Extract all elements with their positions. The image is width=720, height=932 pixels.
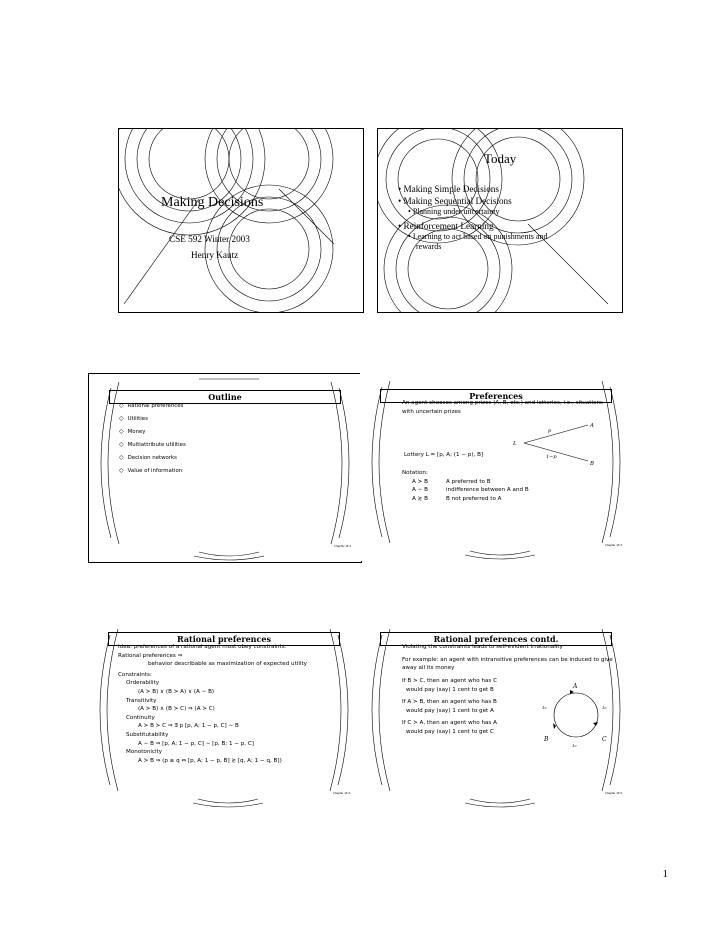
lottery-label-A: A [590, 423, 594, 429]
diamond-icon: ◇ [119, 467, 124, 474]
bullet-list [398, 183, 613, 252]
diamond-icon: ◇ [119, 402, 124, 409]
body-line: away all its money [402, 665, 455, 672]
cycle-cost-right: 1c [602, 705, 607, 710]
constraint-name: Orderability [126, 680, 160, 687]
slide-footer: Chapter 16 3 [605, 544, 622, 547]
constraint-name: Substitutability [126, 731, 169, 738]
diamond-icon: ◇ [119, 415, 124, 422]
list-item: • Planning under uncertainty [408, 207, 500, 216]
slide-1-title [118, 128, 364, 313]
slide-body [118, 643, 358, 765]
lottery-label-L: L [513, 441, 517, 447]
list-item: ◇ Value of information [119, 467, 183, 474]
intransitive-cycle-diagram [536, 679, 616, 749]
body-line: behavior describable as maximization of expected utility [148, 661, 307, 668]
slide-title: Making Decisions [161, 195, 264, 210]
page-number: 1 [662, 868, 668, 880]
list-item: • Making Sequential Decisions [398, 196, 512, 206]
constraint-name: Continuity [126, 714, 155, 721]
lottery-definition: Lottery L = [p, A; (1 − p), B] [404, 452, 484, 458]
body-line: Idea: preferences of a rational agent must obey constraints. [118, 644, 287, 650]
slide-footer: Chapter 16 5 [605, 792, 622, 795]
notation-label: Notation: [402, 470, 428, 476]
cycle-node-C: C [602, 736, 607, 743]
cycle-cost-bottom: 1c [572, 743, 577, 748]
list-item: rewards [416, 242, 442, 251]
list-item: ◇ Utilities [119, 415, 148, 422]
course-name: CSE 592 Winter 2003 [169, 234, 250, 244]
list-item: • Learning to act based on punishments and [408, 232, 548, 241]
list-item: ◇ Multiattribute utilities [119, 441, 186, 448]
list-item: ◇ Rational preferences [119, 402, 184, 409]
case-line: If B ≻ C, then an agent who has C [402, 678, 498, 684]
intro-line-2: with uncertain prizes [402, 408, 461, 415]
case-line: would pay (say) 1 cent to get A [406, 707, 494, 714]
constraint-name: Monotonicity [126, 749, 163, 756]
lottery-label-B: B [590, 461, 595, 467]
constraint-formula: (A ≻ B) ∧ (B ≻ C) ⇒ (A ≻ C) [138, 706, 215, 713]
case-line: would pay (say) 1 cent to get C [406, 728, 494, 735]
intro-line-1: An agent chooses among prizes (A, B, etc.) and lotteries, i.e., situations [402, 400, 603, 406]
case-line: would pay (say) 1 cent to get B [406, 686, 494, 693]
slide-title: Today [484, 151, 517, 166]
lottery-label-one-minus-p: 1−p [546, 454, 557, 460]
author-name: Henry Kautz [191, 250, 239, 260]
decorative-circles [119, 129, 363, 312]
constraint-formula: A ≻ B ≻ C ⇒ ∃ p [p, A; 1 − p, C] ∼ B [138, 723, 239, 730]
list-item: • Reinforcement Learning [398, 221, 494, 231]
lottery-label-p: p [548, 428, 552, 434]
slide-title: Rational preferences [108, 632, 340, 646]
slide-3-outline [88, 373, 362, 563]
slide-5-rational-preferences [88, 621, 360, 809]
slide-title: Outline [109, 390, 341, 404]
constraint-formula: (A ≻ B) ∨ (B ≻ A) ∨ (A ∼ B) [138, 688, 215, 695]
diamond-icon: ◇ [119, 428, 124, 435]
body-line: Rational preferences ⇒ [118, 652, 183, 659]
list-item: • Making Simple Decisions [398, 184, 499, 194]
body-line: For example: an agent with intransitive preferences can be induced to give [402, 656, 613, 663]
list-item: ◇ Money [119, 428, 146, 435]
diamond-icon: ◇ [119, 454, 124, 461]
cycle-cost-left: 1c [542, 705, 547, 710]
lottery-diagram [510, 419, 620, 469]
constraint-formula: A ≻ B ⇒ (p ≥ q ⇔ [p, A; 1 − p, B] ≿ [q, A; 1 − q, B]) [138, 757, 282, 764]
slide-title: Rational preferences contd. [380, 632, 612, 646]
notation-block [402, 469, 529, 503]
slide-2-today [377, 128, 623, 313]
list-item: ◇ Decision networks [119, 454, 177, 461]
cases-block [402, 677, 552, 737]
constraint-name: Transitivity [126, 697, 157, 704]
cycle-node-A: A [573, 683, 578, 690]
case-line: If A ≻ B, then an agent who has B [402, 699, 497, 706]
slide-footer: Chapter 16 2 [334, 545, 351, 548]
slide-title: Preferences [380, 389, 612, 403]
slide-footer: Chapter 16 4 [333, 792, 350, 795]
body-line: Violating the constraints leads to self-evident irrationality [402, 644, 563, 650]
constraint-formula: A ∼ B ⇒ [p, A; 1 − p, C] ∼ [p, B; 1 − p, C] [138, 740, 254, 747]
constraints-label: Constraints: [118, 671, 152, 678]
slide-6-rational-preferences-contd [360, 621, 632, 809]
slide-body [402, 643, 630, 673]
outline-list [119, 402, 186, 480]
notation-row: A ≿ B B not preferred to A [412, 495, 502, 502]
slide-4-preferences [360, 373, 632, 561]
diamond-icon: ◇ [119, 441, 124, 448]
notation-row: A ∼ B indifference between A and B [412, 487, 529, 494]
cycle-node-B: B [544, 736, 549, 743]
notation-row: A ≻ B A preferred to B [412, 478, 491, 485]
intro-text [402, 399, 632, 416]
case-line: If C ≻ A, then an agent who has A [402, 720, 497, 727]
